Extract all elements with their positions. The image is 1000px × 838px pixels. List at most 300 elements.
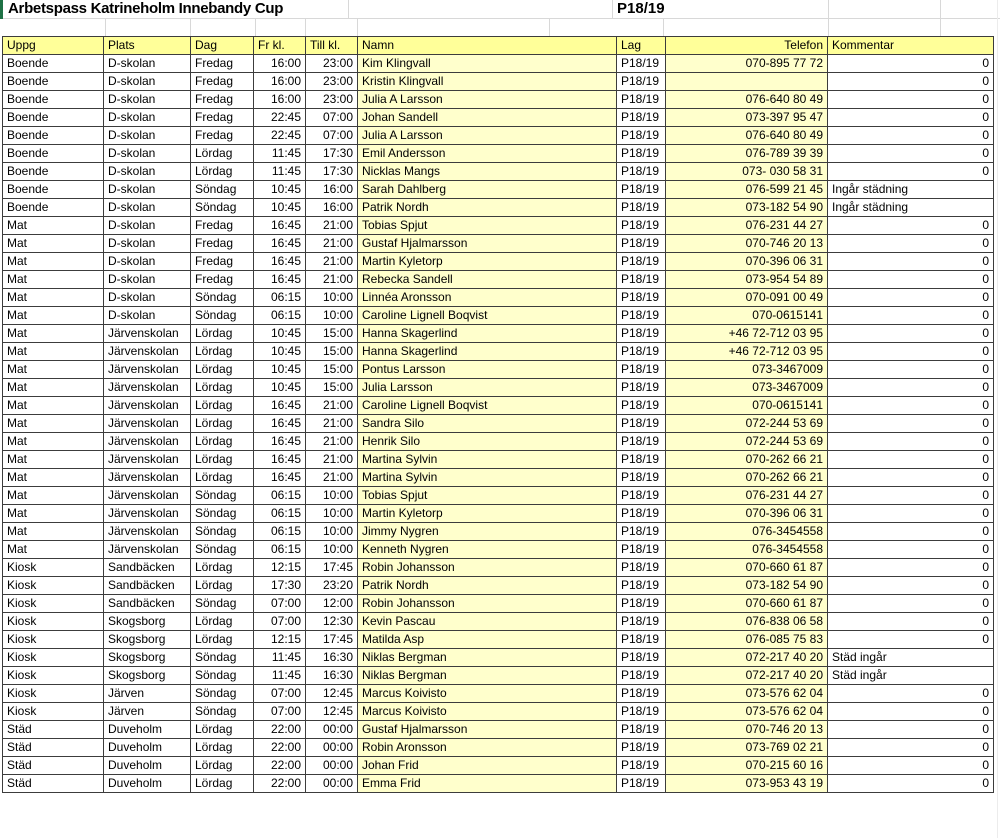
- cell-till-kl[interactable]: 17:45: [306, 559, 358, 577]
- cell-lag[interactable]: P18/19: [617, 451, 666, 469]
- cell-lag[interactable]: P18/19: [617, 757, 666, 775]
- cell-lag[interactable]: P18/19: [617, 775, 666, 793]
- cell-plats[interactable]: D-skolan: [104, 271, 191, 289]
- cell-till-kl[interactable]: 21:00: [306, 469, 358, 487]
- cell-dag[interactable]: Lördag: [191, 469, 254, 487]
- cell-namn[interactable]: Johan Frid: [358, 757, 617, 775]
- cell-lag[interactable]: P18/19: [617, 235, 666, 253]
- cell-dag[interactable]: Lördag: [191, 613, 254, 631]
- cell-fr-kl[interactable]: 10:45: [254, 379, 306, 397]
- cell-telefon[interactable]: 070-746 20 13: [666, 721, 828, 739]
- cell-telefon[interactable]: 076-640 80 49: [666, 91, 828, 109]
- cell-kommentar[interactable]: 0: [828, 487, 994, 505]
- cell-lag[interactable]: P18/19: [617, 379, 666, 397]
- cell-uppg[interactable]: Mat: [3, 487, 104, 505]
- cell-lag[interactable]: P18/19: [617, 145, 666, 163]
- cell-kommentar[interactable]: 0: [828, 505, 994, 523]
- cell-plats[interactable]: Sandbäcken: [104, 577, 191, 595]
- cell-kommentar[interactable]: 0: [828, 307, 994, 325]
- cell-kommentar[interactable]: 0: [828, 739, 994, 757]
- cell-telefon[interactable]: 072-244 53 69: [666, 415, 828, 433]
- cell-kommentar[interactable]: 0: [828, 577, 994, 595]
- cell-plats[interactable]: Sandbäcken: [104, 595, 191, 613]
- cell-till-kl[interactable]: 23:00: [306, 91, 358, 109]
- cell-dag[interactable]: Söndag: [191, 289, 254, 307]
- column-header-dag[interactable]: Dag: [191, 37, 254, 55]
- cell-lag[interactable]: P18/19: [617, 415, 666, 433]
- cell-dag[interactable]: Söndag: [191, 703, 254, 721]
- cell-namn[interactable]: Hanna Skagerlind: [358, 325, 617, 343]
- cell-fr-kl[interactable]: 22:45: [254, 109, 306, 127]
- cell-kommentar[interactable]: 0: [828, 703, 994, 721]
- cell-uppg[interactable]: Boende: [3, 181, 104, 199]
- cell-till-kl[interactable]: 15:00: [306, 325, 358, 343]
- cell-uppg[interactable]: Mat: [3, 343, 104, 361]
- cell-uppg[interactable]: Kiosk: [3, 577, 104, 595]
- cell-plats[interactable]: Järvenskolan: [104, 415, 191, 433]
- cell-namn[interactable]: Sandra Silo: [358, 415, 617, 433]
- cell-uppg[interactable]: Mat: [3, 325, 104, 343]
- cell-telefon[interactable]: 073-182 54 90: [666, 577, 828, 595]
- cell-till-kl[interactable]: 21:00: [306, 415, 358, 433]
- cell-telefon[interactable]: 076-838 06 58: [666, 613, 828, 631]
- cell-uppg[interactable]: Boende: [3, 163, 104, 181]
- cell-dag[interactable]: Lördag: [191, 775, 254, 793]
- cell-till-kl[interactable]: 16:00: [306, 199, 358, 217]
- cell-namn[interactable]: Julia Larsson: [358, 379, 617, 397]
- cell-lag[interactable]: P18/19: [617, 505, 666, 523]
- cell-plats[interactable]: Järvenskolan: [104, 469, 191, 487]
- cell-telefon[interactable]: [666, 73, 828, 91]
- cell-telefon[interactable]: 076-3454558: [666, 523, 828, 541]
- cell-fr-kl[interactable]: 22:00: [254, 721, 306, 739]
- cell-kommentar[interactable]: 0: [828, 109, 994, 127]
- cell-dag[interactable]: Lördag: [191, 721, 254, 739]
- cell-uppg[interactable]: Kiosk: [3, 595, 104, 613]
- cell-uppg[interactable]: Boende: [3, 127, 104, 145]
- cell-dag[interactable]: Söndag: [191, 307, 254, 325]
- column-header-plats[interactable]: Plats: [104, 37, 191, 55]
- cell-plats[interactable]: Skogsborg: [104, 631, 191, 649]
- cell-plats[interactable]: Duveholm: [104, 775, 191, 793]
- cell-uppg[interactable]: Mat: [3, 505, 104, 523]
- cell-plats[interactable]: D-skolan: [104, 181, 191, 199]
- cell-kommentar[interactable]: 0: [828, 145, 994, 163]
- cell-kommentar[interactable]: 0: [828, 127, 994, 145]
- cell-fr-kl[interactable]: 22:00: [254, 739, 306, 757]
- cell-kommentar[interactable]: 0: [828, 451, 994, 469]
- cell-kommentar[interactable]: 0: [828, 379, 994, 397]
- cell-till-kl[interactable]: 17:45: [306, 631, 358, 649]
- cell-till-kl[interactable]: 10:00: [306, 487, 358, 505]
- cell-namn[interactable]: Pontus Larsson: [358, 361, 617, 379]
- cell-kommentar[interactable]: Ingår städning: [828, 199, 994, 217]
- cell-lag[interactable]: P18/19: [617, 127, 666, 145]
- cell-lag[interactable]: P18/19: [617, 577, 666, 595]
- cell-dag[interactable]: Söndag: [191, 685, 254, 703]
- cell-fr-kl[interactable]: 22:00: [254, 757, 306, 775]
- cell-lag[interactable]: P18/19: [617, 73, 666, 91]
- cell-lag[interactable]: P18/19: [617, 667, 666, 685]
- cell-lag[interactable]: P18/19: [617, 199, 666, 217]
- cell-kommentar[interactable]: 0: [828, 523, 994, 541]
- cell-till-kl[interactable]: 00:00: [306, 775, 358, 793]
- cell-lag[interactable]: P18/19: [617, 271, 666, 289]
- cell-namn[interactable]: Hanna Skagerlind: [358, 343, 617, 361]
- cell-namn[interactable]: Robin Johansson: [358, 595, 617, 613]
- cell-fr-kl[interactable]: 07:00: [254, 595, 306, 613]
- cell-fr-kl[interactable]: 16:45: [254, 415, 306, 433]
- cell-plats[interactable]: D-skolan: [104, 91, 191, 109]
- cell-namn[interactable]: Caroline Lignell Boqvist: [358, 307, 617, 325]
- cell-till-kl[interactable]: 00:00: [306, 739, 358, 757]
- cell-lag[interactable]: P18/19: [617, 523, 666, 541]
- cell-lag[interactable]: P18/19: [617, 361, 666, 379]
- cell-fr-kl[interactable]: 10:45: [254, 343, 306, 361]
- cell-till-kl[interactable]: 21:00: [306, 397, 358, 415]
- cell-lag[interactable]: P18/19: [617, 703, 666, 721]
- cell-dag[interactable]: Fredag: [191, 217, 254, 235]
- cell-fr-kl[interactable]: 11:45: [254, 667, 306, 685]
- cell-uppg[interactable]: Boende: [3, 55, 104, 73]
- cell-lag[interactable]: P18/19: [617, 397, 666, 415]
- cell-till-kl[interactable]: 23:00: [306, 73, 358, 91]
- cell-telefon[interactable]: 072-244 53 69: [666, 433, 828, 451]
- cell-fr-kl[interactable]: 11:45: [254, 145, 306, 163]
- cell-lag[interactable]: P18/19: [617, 109, 666, 127]
- cell-till-kl[interactable]: 07:00: [306, 127, 358, 145]
- cell-lag[interactable]: P18/19: [617, 487, 666, 505]
- cell-uppg[interactable]: Boende: [3, 109, 104, 127]
- cell-dag[interactable]: Söndag: [191, 649, 254, 667]
- cell-fr-kl[interactable]: 11:45: [254, 163, 306, 181]
- cell-till-kl[interactable]: 12:00: [306, 595, 358, 613]
- cell-telefon[interactable]: 070-396 06 31: [666, 505, 828, 523]
- cell-dag[interactable]: Lördag: [191, 343, 254, 361]
- cell-till-kl[interactable]: 00:00: [306, 721, 358, 739]
- cell-fr-kl[interactable]: 11:45: [254, 649, 306, 667]
- cell-namn[interactable]: Emma Frid: [358, 775, 617, 793]
- cell-kommentar[interactable]: 0: [828, 613, 994, 631]
- cell-uppg[interactable]: Boende: [3, 73, 104, 91]
- cell-telefon[interactable]: 070-895 77 72: [666, 55, 828, 73]
- cell-telefon[interactable]: 070-262 66 21: [666, 451, 828, 469]
- cell-kommentar[interactable]: 0: [828, 775, 994, 793]
- cell-fr-kl[interactable]: 16:45: [254, 235, 306, 253]
- cell-kommentar[interactable]: 0: [828, 685, 994, 703]
- cell-uppg[interactable]: Mat: [3, 541, 104, 559]
- cell-fr-kl[interactable]: 06:15: [254, 307, 306, 325]
- cell-plats[interactable]: Duveholm: [104, 739, 191, 757]
- cell-dag[interactable]: Söndag: [191, 595, 254, 613]
- cell-lag[interactable]: P18/19: [617, 217, 666, 235]
- cell-telefon[interactable]: +46 72-712 03 95: [666, 343, 828, 361]
- cell-fr-kl[interactable]: 16:45: [254, 433, 306, 451]
- cell-uppg[interactable]: Kiosk: [3, 649, 104, 667]
- cell-namn[interactable]: Linnéa Aronsson: [358, 289, 617, 307]
- cell-uppg[interactable]: Boende: [3, 91, 104, 109]
- cell-fr-kl[interactable]: 12:15: [254, 559, 306, 577]
- cell-till-kl[interactable]: 16:30: [306, 667, 358, 685]
- cell-uppg[interactable]: Mat: [3, 307, 104, 325]
- cell-namn[interactable]: Kim Klingvall: [358, 55, 617, 73]
- cell-kommentar[interactable]: 0: [828, 721, 994, 739]
- cell-uppg[interactable]: Mat: [3, 397, 104, 415]
- cell-kommentar[interactable]: 0: [828, 559, 994, 577]
- cell-telefon[interactable]: 073-3467009: [666, 361, 828, 379]
- cell-namn[interactable]: Sarah Dahlberg: [358, 181, 617, 199]
- cell-dag[interactable]: Lördag: [191, 739, 254, 757]
- cell-fr-kl[interactable]: 16:00: [254, 55, 306, 73]
- cell-fr-kl[interactable]: 10:45: [254, 325, 306, 343]
- cell-lag[interactable]: P18/19: [617, 739, 666, 757]
- cell-namn[interactable]: Kevin Pascau: [358, 613, 617, 631]
- cell-uppg[interactable]: Kiosk: [3, 613, 104, 631]
- cell-namn[interactable]: Martin Kyletorp: [358, 505, 617, 523]
- cell-dag[interactable]: Söndag: [191, 505, 254, 523]
- cell-kommentar[interactable]: 0: [828, 325, 994, 343]
- cell-till-kl[interactable]: 10:00: [306, 307, 358, 325]
- cell-telefon[interactable]: 073-953 43 19: [666, 775, 828, 793]
- cell-telefon[interactable]: 070-091 00 49: [666, 289, 828, 307]
- cell-uppg[interactable]: Boende: [3, 145, 104, 163]
- cell-telefon[interactable]: 073-3467009: [666, 379, 828, 397]
- cell-fr-kl[interactable]: 07:00: [254, 685, 306, 703]
- cell-till-kl[interactable]: 21:00: [306, 271, 358, 289]
- cell-namn[interactable]: Martina Sylvin: [358, 451, 617, 469]
- cell-namn[interactable]: Gustaf Hjalmarsson: [358, 721, 617, 739]
- cell-uppg[interactable]: Mat: [3, 523, 104, 541]
- cell-kommentar[interactable]: 0: [828, 469, 994, 487]
- cell-telefon[interactable]: 073-954 54 89: [666, 271, 828, 289]
- cell-fr-kl[interactable]: 16:45: [254, 217, 306, 235]
- cell-dag[interactable]: Lördag: [191, 757, 254, 775]
- cell-dag[interactable]: Lördag: [191, 631, 254, 649]
- cell-namn[interactable]: Henrik Silo: [358, 433, 617, 451]
- cell-lag[interactable]: P18/19: [617, 181, 666, 199]
- cell-dag[interactable]: Fredag: [191, 55, 254, 73]
- column-header-till-kl[interactable]: Till kl.: [306, 37, 358, 55]
- cell-telefon[interactable]: 073- 030 58 31: [666, 163, 828, 181]
- cell-fr-kl[interactable]: 10:45: [254, 199, 306, 217]
- cell-telefon[interactable]: 073-769 02 21: [666, 739, 828, 757]
- cell-kommentar[interactable]: 0: [828, 595, 994, 613]
- cell-lag[interactable]: P18/19: [617, 289, 666, 307]
- cell-uppg[interactable]: Mat: [3, 253, 104, 271]
- cell-uppg[interactable]: Kiosk: [3, 703, 104, 721]
- cell-kommentar[interactable]: 0: [828, 253, 994, 271]
- cell-uppg[interactable]: Mat: [3, 433, 104, 451]
- cell-telefon[interactable]: 073-576 62 04: [666, 685, 828, 703]
- cell-dag[interactable]: Söndag: [191, 487, 254, 505]
- cell-till-kl[interactable]: 21:00: [306, 433, 358, 451]
- cell-dag[interactable]: Lördag: [191, 361, 254, 379]
- cell-dag[interactable]: Söndag: [191, 199, 254, 217]
- cell-plats[interactable]: Järven: [104, 685, 191, 703]
- cell-uppg[interactable]: Kiosk: [3, 667, 104, 685]
- cell-till-kl[interactable]: 23:20: [306, 577, 358, 595]
- cell-telefon[interactable]: 073-397 95 47: [666, 109, 828, 127]
- cell-kommentar[interactable]: 0: [828, 361, 994, 379]
- cell-telefon[interactable]: 070-262 66 21: [666, 469, 828, 487]
- cell-dag[interactable]: Lördag: [191, 559, 254, 577]
- cell-kommentar[interactable]: 0: [828, 217, 994, 235]
- cell-telefon[interactable]: 076-231 44 27: [666, 487, 828, 505]
- cell-uppg[interactable]: Städ: [3, 775, 104, 793]
- cell-kommentar[interactable]: Städ ingår: [828, 667, 994, 685]
- cell-telefon[interactable]: 076-3454558: [666, 541, 828, 559]
- cell-telefon[interactable]: 076-789 39 39: [666, 145, 828, 163]
- cell-uppg[interactable]: Städ: [3, 757, 104, 775]
- cell-namn[interactable]: Nicklas Mangs: [358, 163, 617, 181]
- cell-fr-kl[interactable]: 16:45: [254, 397, 306, 415]
- cell-dag[interactable]: Söndag: [191, 523, 254, 541]
- cell-uppg[interactable]: Mat: [3, 379, 104, 397]
- cell-namn[interactable]: Marcus Koivisto: [358, 703, 617, 721]
- cell-till-kl[interactable]: 10:00: [306, 523, 358, 541]
- cell-plats[interactable]: Järvenskolan: [104, 505, 191, 523]
- cell-plats[interactable]: Skogsborg: [104, 667, 191, 685]
- cell-uppg[interactable]: Mat: [3, 451, 104, 469]
- cell-telefon[interactable]: 076-231 44 27: [666, 217, 828, 235]
- cell-dag[interactable]: Fredag: [191, 271, 254, 289]
- cell-kommentar[interactable]: 0: [828, 631, 994, 649]
- cell-namn[interactable]: Matilda Asp: [358, 631, 617, 649]
- cell-fr-kl[interactable]: 06:15: [254, 289, 306, 307]
- cell-kommentar[interactable]: 0: [828, 55, 994, 73]
- cell-kommentar[interactable]: Ingår städning: [828, 181, 994, 199]
- cell-uppg[interactable]: Boende: [3, 199, 104, 217]
- cell-namn[interactable]: Patrik Nordh: [358, 577, 617, 595]
- cell-kommentar[interactable]: 0: [828, 73, 994, 91]
- cell-plats[interactable]: Sandbäcken: [104, 559, 191, 577]
- cell-kommentar[interactable]: Städ ingår: [828, 649, 994, 667]
- cell-dag[interactable]: Lördag: [191, 325, 254, 343]
- cell-till-kl[interactable]: 15:00: [306, 361, 358, 379]
- cell-plats[interactable]: Järvenskolan: [104, 325, 191, 343]
- cell-namn[interactable]: Patrik Nordh: [358, 199, 617, 217]
- column-header-namn[interactable]: Namn: [358, 37, 617, 55]
- cell-lag[interactable]: P18/19: [617, 649, 666, 667]
- cell-dag[interactable]: Lördag: [191, 145, 254, 163]
- column-header-lag[interactable]: Lag: [617, 37, 666, 55]
- cell-kommentar[interactable]: 0: [828, 163, 994, 181]
- cell-namn[interactable]: Rebecka Sandell: [358, 271, 617, 289]
- cell-plats[interactable]: Järvenskolan: [104, 361, 191, 379]
- cell-lag[interactable]: P18/19: [617, 721, 666, 739]
- cell-fr-kl[interactable]: 07:00: [254, 613, 306, 631]
- cell-lag[interactable]: P18/19: [617, 613, 666, 631]
- cell-kommentar[interactable]: 0: [828, 91, 994, 109]
- cell-telefon[interactable]: 070-0615141: [666, 397, 828, 415]
- cell-uppg[interactable]: Kiosk: [3, 631, 104, 649]
- cell-dag[interactable]: Lördag: [191, 397, 254, 415]
- cell-till-kl[interactable]: 00:00: [306, 757, 358, 775]
- cell-fr-kl[interactable]: 10:45: [254, 181, 306, 199]
- cell-fr-kl[interactable]: 12:15: [254, 631, 306, 649]
- column-header-kommentar[interactable]: Kommentar: [828, 37, 994, 55]
- column-header-uppg[interactable]: Uppg: [3, 37, 104, 55]
- cell-plats[interactable]: D-skolan: [104, 289, 191, 307]
- cell-kommentar[interactable]: 0: [828, 235, 994, 253]
- cell-plats[interactable]: Järven: [104, 703, 191, 721]
- cell-lag[interactable]: P18/19: [617, 55, 666, 73]
- cell-dag[interactable]: Lördag: [191, 163, 254, 181]
- cell-fr-kl[interactable]: 22:00: [254, 775, 306, 793]
- cell-telefon[interactable]: 070-396 06 31: [666, 253, 828, 271]
- cell-lag[interactable]: P18/19: [617, 631, 666, 649]
- cell-till-kl[interactable]: 21:00: [306, 253, 358, 271]
- cell-lag[interactable]: P18/19: [617, 469, 666, 487]
- cell-till-kl[interactable]: 21:00: [306, 217, 358, 235]
- cell-till-kl[interactable]: 21:00: [306, 451, 358, 469]
- cell-namn[interactable]: Niklas Bergman: [358, 649, 617, 667]
- cell-namn[interactable]: Johan Sandell: [358, 109, 617, 127]
- cell-dag[interactable]: Lördag: [191, 577, 254, 595]
- cell-till-kl[interactable]: 16:30: [306, 649, 358, 667]
- cell-fr-kl[interactable]: 17:30: [254, 577, 306, 595]
- cell-plats[interactable]: Järvenskolan: [104, 379, 191, 397]
- cell-telefon[interactable]: 072-217 40 20: [666, 667, 828, 685]
- cell-till-kl[interactable]: 23:00: [306, 55, 358, 73]
- cell-plats[interactable]: Duveholm: [104, 757, 191, 775]
- cell-namn[interactable]: Kenneth Nygren: [358, 541, 617, 559]
- cell-till-kl[interactable]: 17:30: [306, 145, 358, 163]
- cell-namn[interactable]: Caroline Lignell Boqvist: [358, 397, 617, 415]
- cell-kommentar[interactable]: 0: [828, 343, 994, 361]
- cell-uppg[interactable]: Mat: [3, 469, 104, 487]
- cell-plats[interactable]: D-skolan: [104, 217, 191, 235]
- cell-fr-kl[interactable]: 06:15: [254, 523, 306, 541]
- cell-dag[interactable]: Lördag: [191, 433, 254, 451]
- cell-plats[interactable]: Järvenskolan: [104, 433, 191, 451]
- cell-namn[interactable]: Martin Kyletorp: [358, 253, 617, 271]
- cell-dag[interactable]: Lördag: [191, 415, 254, 433]
- cell-dag[interactable]: Lördag: [191, 379, 254, 397]
- cell-telefon[interactable]: +46 72-712 03 95: [666, 325, 828, 343]
- cell-plats[interactable]: D-skolan: [104, 73, 191, 91]
- cell-telefon[interactable]: 073-182 54 90: [666, 199, 828, 217]
- cell-telefon[interactable]: 070-746 20 13: [666, 235, 828, 253]
- cell-plats[interactable]: Skogsborg: [104, 613, 191, 631]
- cell-fr-kl[interactable]: 16:45: [254, 271, 306, 289]
- cell-lag[interactable]: P18/19: [617, 325, 666, 343]
- cell-fr-kl[interactable]: 16:45: [254, 469, 306, 487]
- cell-namn[interactable]: Niklas Bergman: [358, 667, 617, 685]
- cell-telefon[interactable]: 070-215 60 16: [666, 757, 828, 775]
- cell-uppg[interactable]: Mat: [3, 289, 104, 307]
- cell-lag[interactable]: P18/19: [617, 253, 666, 271]
- cell-plats[interactable]: D-skolan: [104, 109, 191, 127]
- cell-plats[interactable]: D-skolan: [104, 199, 191, 217]
- cell-namn[interactable]: Gustaf Hjalmarsson: [358, 235, 617, 253]
- cell-till-kl[interactable]: 12:45: [306, 703, 358, 721]
- cell-plats[interactable]: Järvenskolan: [104, 451, 191, 469]
- cell-fr-kl[interactable]: 06:15: [254, 541, 306, 559]
- cell-lag[interactable]: P18/19: [617, 541, 666, 559]
- cell-plats[interactable]: D-skolan: [104, 145, 191, 163]
- cell-kommentar[interactable]: 0: [828, 433, 994, 451]
- cell-dag[interactable]: Söndag: [191, 541, 254, 559]
- cell-plats[interactable]: D-skolan: [104, 235, 191, 253]
- cell-namn[interactable]: Marcus Koivisto: [358, 685, 617, 703]
- cell-dag[interactable]: Fredag: [191, 253, 254, 271]
- cell-fr-kl[interactable]: 06:15: [254, 505, 306, 523]
- cell-namn[interactable]: Martina Sylvin: [358, 469, 617, 487]
- cell-till-kl[interactable]: 15:00: [306, 379, 358, 397]
- cell-uppg[interactable]: Mat: [3, 415, 104, 433]
- cell-plats[interactable]: Järvenskolan: [104, 541, 191, 559]
